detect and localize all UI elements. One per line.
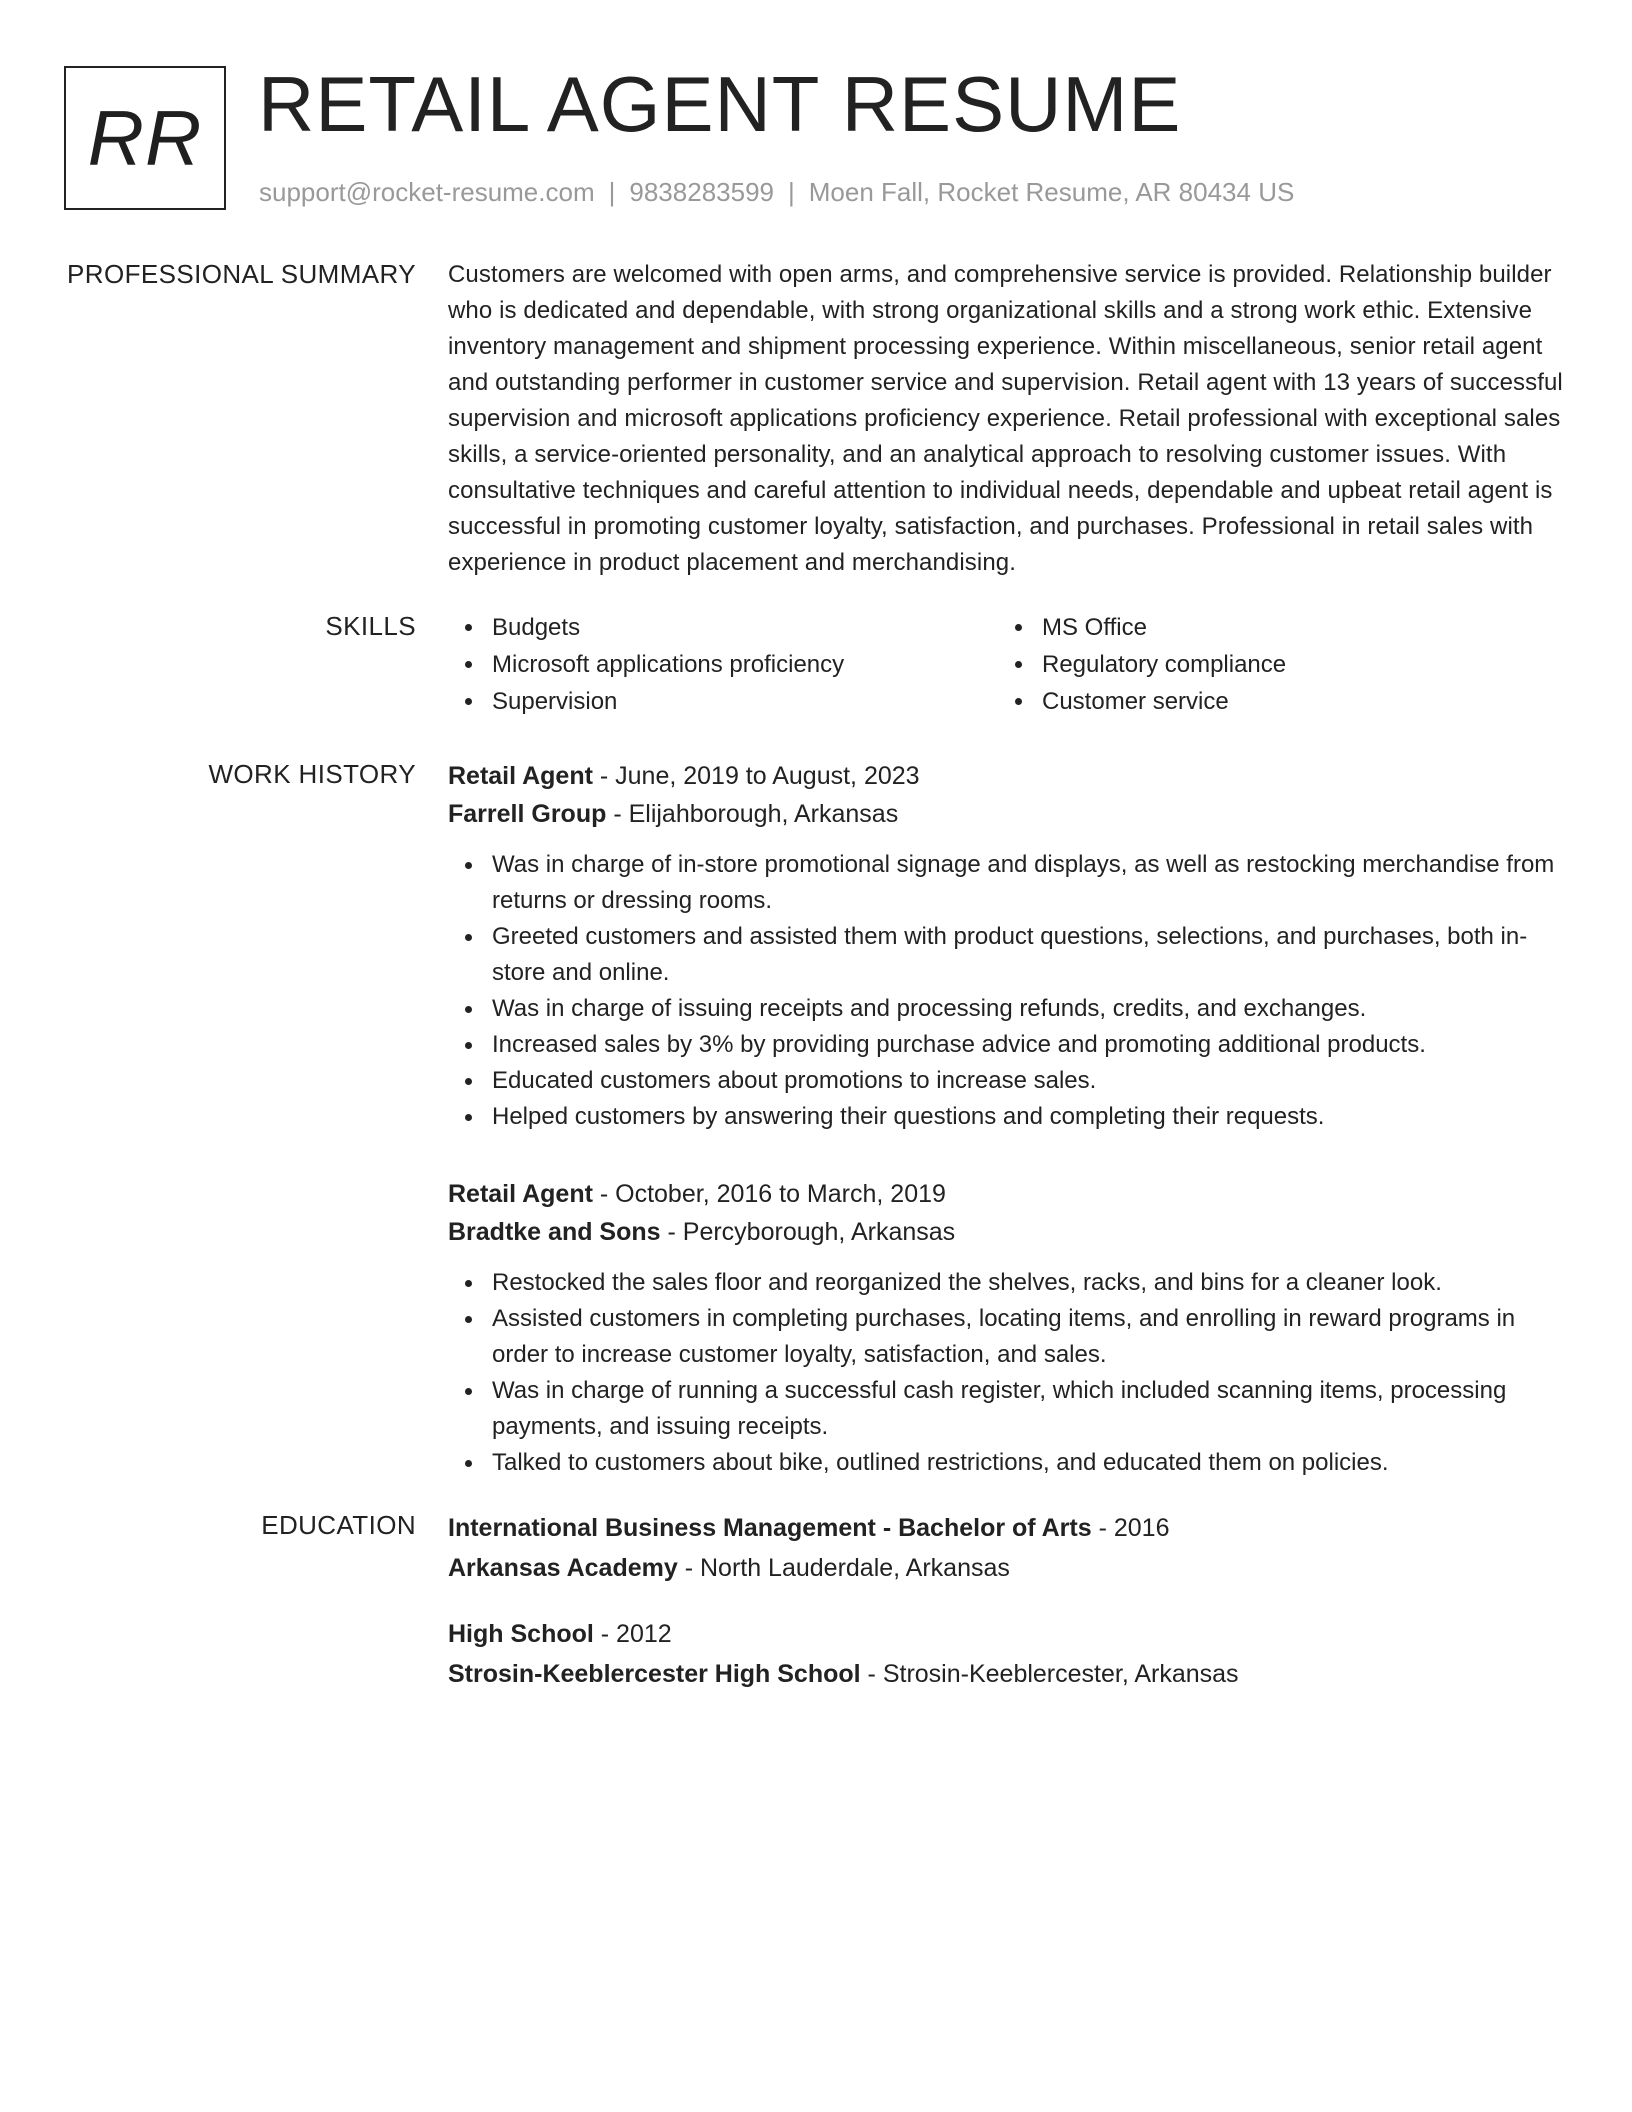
- education-year: - 2016: [1091, 1514, 1170, 1542]
- education-degree-line: [448, 1508, 1572, 1548]
- job-dates: - June, 2019 to August, 2023: [592, 762, 920, 790]
- education-heading: EDUCATION: [261, 1510, 416, 1540]
- skills-column-left: [448, 609, 998, 720]
- job-duties: [448, 847, 1572, 1135]
- work-history-body: [448, 757, 1572, 1481]
- education-school-line: [448, 1654, 1572, 1694]
- contact-separator: |: [788, 177, 795, 207]
- job-dates: - October, 2016 to March, 2019: [592, 1180, 946, 1208]
- contact-address: Moen Fall, Rocket Resume, AR 80434 US: [808, 177, 1295, 207]
- skill-item: Regulatory compliance: [998, 646, 1548, 683]
- job-entry: [448, 757, 1572, 1135]
- job-location: - Elijahborough, Arkansas: [606, 800, 899, 828]
- job-duty-item: Was in charge of issuing receipts and processing refunds, credits, and exchanges.: [448, 991, 1572, 1027]
- education-school-line: [448, 1548, 1572, 1588]
- skills-column-right: [998, 609, 1548, 720]
- education-school: Strosin-Keeblercester High School: [448, 1660, 861, 1688]
- contact-separator: |: [608, 177, 616, 207]
- job-company-line: [448, 1213, 1572, 1251]
- skill-item: Budgets: [448, 609, 998, 646]
- skill-item: Microsoft applications proficiency: [448, 646, 998, 683]
- job-title-line: [448, 1175, 1572, 1213]
- job-company-line: [448, 795, 1572, 833]
- education-year: - 2012: [593, 1620, 672, 1648]
- job-duty-item: Restocked the sales floor and reorganized the shelves, racks, and bins for a cleaner look.: [448, 1265, 1572, 1301]
- job-company: Farrell Group: [448, 800, 607, 828]
- summary-heading: PROFESSIONAL SUMMARY: [67, 259, 416, 289]
- education-school: Arkansas Academy: [448, 1554, 678, 1582]
- education-body: [448, 1508, 1572, 1694]
- education-location: - North Lauderdale, Arkansas: [677, 1554, 1010, 1582]
- monogram-logo: RR: [64, 66, 226, 210]
- job-duty-item: Helped customers by answering their questions and completing their requests.: [448, 1099, 1572, 1135]
- summary-text: Customers are welcomed with open arms, and comprehensive service is provided. Relationship builder who is dedicated and dependable, with strong organizational skills and a strong work ethic. Extensive inventory management and shipment processing experience. Within miscellaneous, senior retail agent and outstanding performer in customer service and supervision. Retail agent with 13 years of successful supervision and microsoft applications proficiency experience. Retail professional with exceptional sales skills, a service-oriented personality, and an analytical approach to resolving customer issues. With consultative techniques and careful attention to individual needs, dependable and upbeat retail agent is successful in promoting customer loyalty, satisfaction, and purchases. Professional in retail sales with experience in product placement and merchandising.: [448, 261, 1563, 576]
- page-title: RETAIL AGENT RESUME: [258, 60, 1182, 148]
- job-title-line: [448, 757, 1572, 795]
- job-entry: [448, 1175, 1572, 1481]
- contact-email[interactable]: support@rocket-resume.com: [259, 177, 595, 207]
- job-duty-item: Was in charge of running a successful cash register, which included scanning items, processing payments, and issuing receipts.: [448, 1373, 1572, 1445]
- contact-phone[interactable]: 9838283599: [629, 177, 774, 207]
- education-location: - Strosin-Keeblercester, Arkansas: [860, 1660, 1239, 1688]
- job-duty-item: Assisted customers in completing purchases, locating items, and enrolling in reward programs in order to increase customer loyalty, satisfaction, and sales.: [448, 1301, 1572, 1373]
- skill-item: Customer service: [998, 683, 1548, 720]
- job-duty-item: Increased sales by 3% by providing purchase advice and promoting additional products.: [448, 1027, 1572, 1063]
- job-duty-item: Talked to customers about bike, outlined restrictions, and educated them on policies.: [448, 1445, 1572, 1481]
- education-entry: [448, 1614, 1572, 1694]
- education-entry: [448, 1508, 1572, 1588]
- job-duty-item: Was in charge of in-store promotional signage and displays, as well as restocking merchandise from returns or dressing rooms.: [448, 847, 1572, 919]
- job-title: Retail Agent: [448, 762, 593, 790]
- job-duties: [448, 1265, 1572, 1481]
- skill-item: Supervision: [448, 683, 998, 720]
- job-duty-item: Educated customers about promotions to increase sales.: [448, 1063, 1572, 1099]
- job-title: Retail Agent: [448, 1180, 593, 1208]
- work-history-heading: WORK HISTORY: [208, 759, 416, 789]
- job-location: - Percyborough, Arkansas: [660, 1218, 956, 1246]
- contact-line: [259, 176, 1294, 208]
- education-degree: High School: [448, 1620, 594, 1648]
- job-company: Bradtke and Sons: [448, 1218, 661, 1246]
- job-duty-item: Greeted customers and assisted them with product questions, selections, and purchases, both in-store and online.: [448, 919, 1572, 991]
- skill-item: MS Office: [998, 609, 1548, 646]
- skills-heading: SKILLS: [325, 611, 416, 641]
- education-degree-line: [448, 1614, 1572, 1654]
- education-degree: International Business Management - Bachelor of Arts: [448, 1514, 1092, 1542]
- skills-body: [448, 609, 1572, 720]
